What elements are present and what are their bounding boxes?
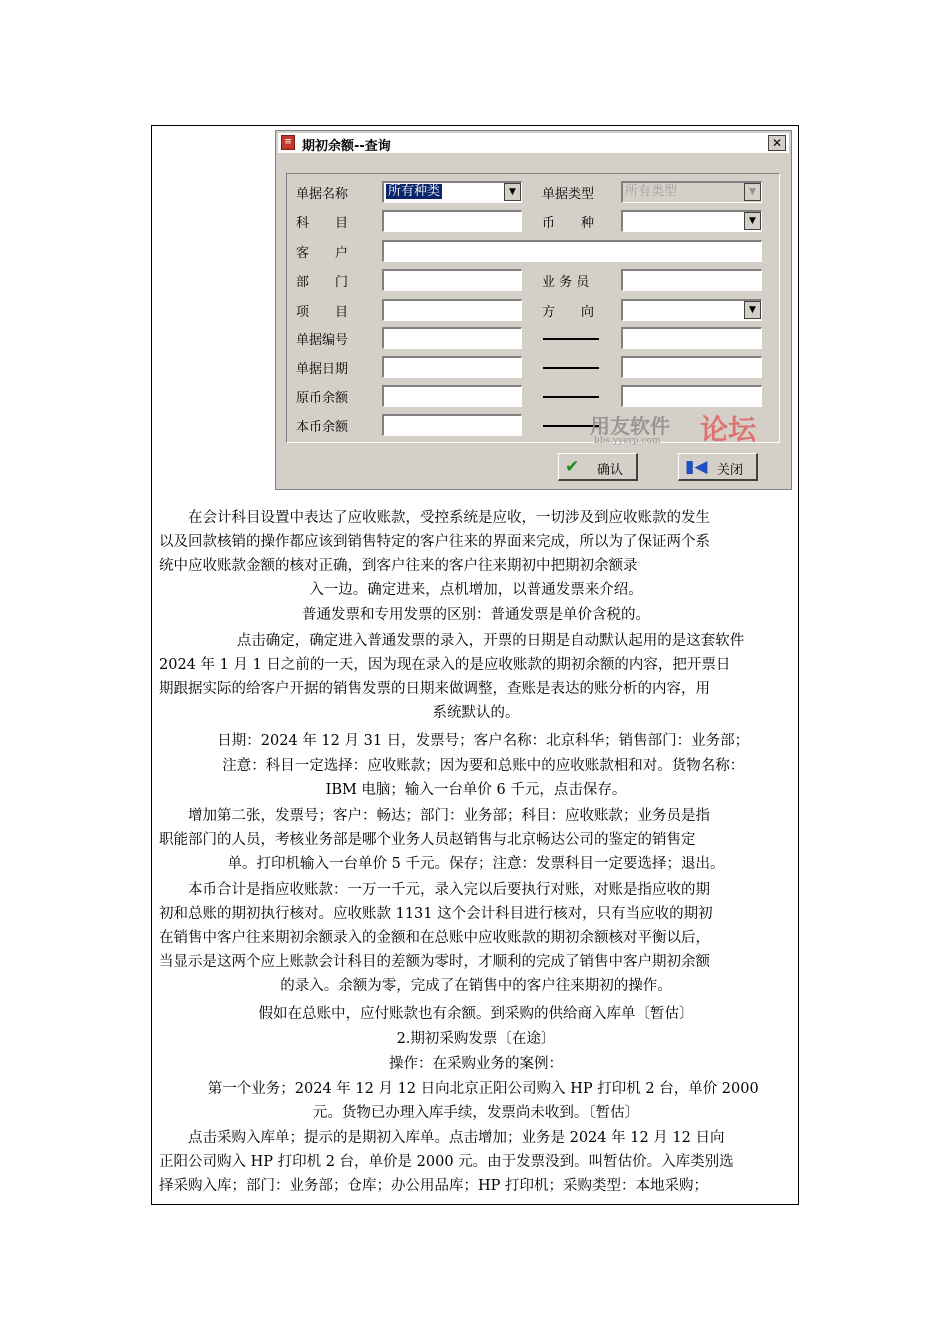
range-dash [543,396,599,398]
local-balance-from-input[interactable] [382,414,522,436]
chevron-down-icon[interactable]: ▼ [744,212,761,230]
paragraph [159,603,793,627]
text-line: 系统默认的。 [432,705,520,721]
department-label: 部 门 [296,275,349,290]
text-line: 期跟据实际的给客户开据的销售发票的日期来做调整，查账是表达的账分析的内容，用 [159,681,710,697]
salesperson-label: 业 务 员 [542,275,590,290]
local-balance-label: 本币余额 [296,420,349,435]
doc-type-select[interactable] [621,181,762,203]
text-line: 点击确定，确定进入普通发票的录入，开票的日期是自动默认起用的是这套软件 [207,633,745,649]
doc-type-value: 所有类型 [625,184,678,199]
text-line: 第一个业务；2024 年 12 月 12 日向北京正阳公司购入 HP 打印机 2 台，单价 2000 [193,1081,759,1097]
paragraph [159,729,793,753]
text-line: 本币合计是指应收账款：一万一千元，录入完以后要执行对账，对账是指应收的期 [159,882,710,898]
text-line: 普通发票和专用发票的区别：普通发票是单价含税的。 [302,607,650,623]
checkmark-icon: ✔ [565,457,580,477]
doc-name-label: 单据名称 [296,187,349,202]
paragraph [159,1052,793,1076]
paragraph [159,1077,793,1125]
subject-input[interactable] [382,210,522,232]
paragraph [159,506,793,602]
text-line: 单。打印机输入一台单价 5 千元。保存；注意：发票科目一定要选择；退出。 [227,856,725,872]
text-line: IBM 电脑；输入一台单价 6 千元，点击保存。 [325,782,627,798]
text-line: 正阳公司购入 HP 打印机 2 台，单价是 2000 元。由于发票没到。叫暂估价。入库类别选 [159,1154,734,1170]
text-line: 在会计科目设置中表达了应收账款，受控系统是应收，一切涉及到应收账款的发生 [159,510,710,526]
doc-name-value: 所有种类 [388,184,441,199]
text-line: 职能部门的人员，考核业务部是哪个业务人员赵销售与北京畅达公司的鉴定的销售定 [159,832,696,848]
doc-number-from-input[interactable] [382,327,522,349]
confirm-button[interactable] [558,453,638,481]
doc-name-select[interactable] [382,181,522,203]
text-line: 以及回款核销的操作都应该到销售特定的客户往来的界面来完成，所以为了保证两个系 [159,534,710,550]
text-line: 2.期初采购发票〔在途〕 [396,1031,556,1047]
section-heading [159,1027,793,1051]
doc-number-label: 单据编号 [296,333,349,348]
watermark-text: 用友软件 [590,414,670,438]
text-line: 日期：2024 年 12 月 31 日，发票号；客户名称：北京科华；销售部门：业务部； [202,733,750,749]
doc-date-from-input[interactable] [382,356,522,378]
text-line: 假如在总账中，应付账款也有余额。到采购的供给商入库单〔暂估〕 [258,1006,694,1022]
text-line: 操作：在采购业务的案例： [389,1056,563,1072]
watermark-url: bbs.yyerp.com [594,436,661,446]
close-button-label: 关闭 [717,463,744,478]
text-line: 在销售中客户往来期初余额录入的金额和在总账中应收账款的期初余额核对平衡以后， [159,930,710,946]
chevron-down-icon[interactable]: ▼ [744,183,761,201]
text-line: 元。货物已办理入库手续，发票尚未收到。〔暂估〕 [312,1105,640,1121]
direction-label: 方 向 [542,305,595,320]
dialog-titlebar [278,133,789,153]
orig-balance-label: 原币余额 [296,391,349,406]
paragraph [159,1002,793,1026]
range-dash [543,367,599,369]
text-line: 2024 年 1 月 1 日之前的一天，因为现在录入的是应收账款的期初余额的内容，把开票日 [159,657,731,673]
salesperson-input[interactable] [621,269,762,291]
dialog-title: 期初余额--查询 [302,139,391,154]
close-icon[interactable]: ✕ [768,135,786,151]
text-line: 初和总账的期初执行核对。应收账款 1131 这个会计科目进行核对，只有当应收的期初 [159,906,713,922]
doc-date-label: 单据日期 [296,362,349,377]
range-dash [543,338,599,340]
text-line: 当显示是这两个应上账款会计科目的差额为零时，才顺利的完成了销售中客户期初余额 [159,954,710,970]
currency-select[interactable] [621,210,762,232]
project-input[interactable] [382,299,522,321]
confirm-button-label: 确认 [597,463,624,478]
paragraph [159,804,793,876]
paragraph [159,878,793,998]
text-line: 入一边。确定进来，点机增加，以普通发票来介绍。 [309,582,643,598]
customer-label: 客 户 [296,246,349,261]
orig-balance-to-input[interactable] [621,385,762,407]
close-button[interactable] [678,453,758,481]
text-line: 注意：科目一定选择：应收账款；因为要和总账中的应收账款相和对。货物名称： [207,758,745,774]
paragraph [159,1126,793,1198]
subject-label: 科 目 [296,216,349,231]
project-label: 项 目 [296,305,349,320]
text-line: 点击采购入库单；提示的是期初入库单。点击增加；业务是 2024 年 12 月 12 日向 [159,1130,725,1146]
doc-number-to-input[interactable] [621,327,762,349]
customer-input[interactable] [382,240,762,262]
currency-label: 币 种 [542,216,595,231]
doc-type-label: 单据类型 [542,187,595,202]
chevron-down-icon[interactable]: ▼ [744,301,761,319]
watermark-text-red: 论坛 [700,413,757,446]
doc-date-to-input[interactable] [621,356,762,378]
app-icon: ≡ [281,135,295,150]
paragraph [159,629,793,725]
text-line: 增加第二张，发票号；客户：畅达；部门：业务部；科目：应收账款；业务员是指 [159,808,710,824]
text-line: 的录入。余额为零，完成了在销售中的客户往来期初的操作。 [280,978,672,994]
orig-balance-from-input[interactable] [382,385,522,407]
direction-select[interactable] [621,299,762,321]
exit-door-icon: ▮◀ [685,457,708,477]
chevron-down-icon[interactable]: ▼ [504,183,521,201]
text-line: 择采购入库；部门：业务部；仓库；办公用品库；HP 打印机；采购类型：本地采购； [159,1178,709,1194]
paragraph [159,754,793,802]
department-input[interactable] [382,269,522,291]
watermark-logo [590,410,770,454]
text-line: 统中应收账款金额的核对正确，到客户往来的客户往来期初中把期初余额录 [159,558,638,574]
